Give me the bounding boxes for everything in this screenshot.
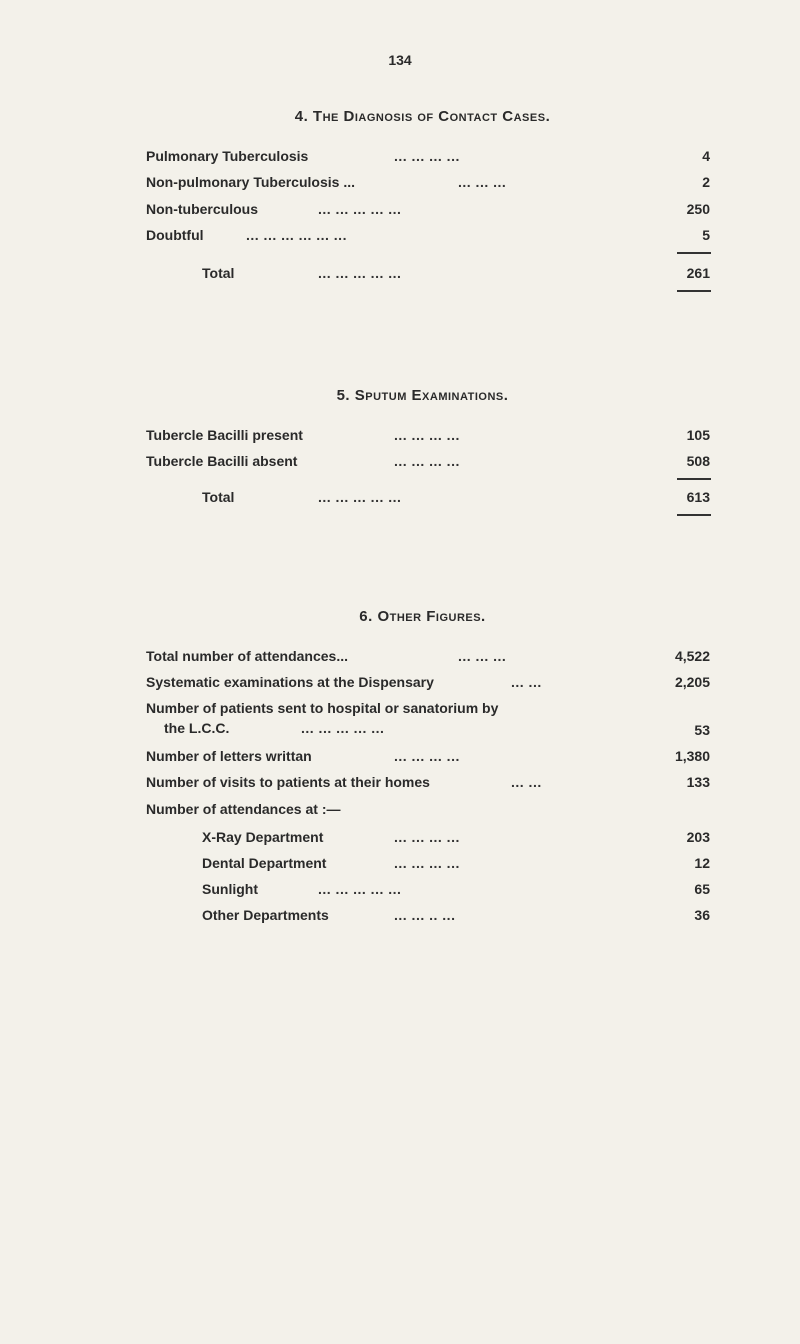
table-row <box>146 671 710 693</box>
row-label: Number of patients sent to hospital or sanatorium by <box>146 700 499 716</box>
total-label: Total <box>202 489 235 505</box>
row-label: Number of letters writtan <box>146 748 312 764</box>
row-label: Systematic examinations at the Dispensary <box>146 674 434 690</box>
table-row <box>146 745 710 767</box>
row-value: 2,205 <box>674 674 710 690</box>
row-value: 53 <box>694 722 710 738</box>
row-value: 12 <box>694 855 710 871</box>
leader-dots: ... ... ... ... <box>394 829 460 845</box>
leader-dots: ... ... ... <box>458 174 507 190</box>
total-rule <box>677 290 711 292</box>
leader-dots: ... ... ... ... <box>394 855 460 871</box>
total-value: 613 <box>686 489 710 505</box>
section-6-title: 6. Other Figures. <box>359 608 486 625</box>
row-value: 203 <box>686 829 710 845</box>
table-row <box>146 198 710 220</box>
leader-dots: ... ... ... ... <box>394 453 460 469</box>
row-value: 2 <box>702 174 710 190</box>
leader-dots: ... ... .. ... <box>394 907 456 923</box>
row-label: Doubtful <box>146 227 204 243</box>
page-number: 134 <box>388 52 412 68</box>
table-row <box>146 878 710 900</box>
table-row <box>146 826 710 848</box>
leader-dots: ... ... ... ... ... ... <box>246 227 347 243</box>
table-row <box>146 450 710 472</box>
total-rule <box>677 514 711 516</box>
row-value: 4,522 <box>674 648 710 664</box>
leader-dots: ... ... ... <box>458 648 507 664</box>
row-value: 4 <box>702 148 710 164</box>
table-row <box>146 852 710 874</box>
row-label: Tubercle Bacilli present <box>146 427 303 443</box>
row-label: Total number of attendances... <box>146 648 348 664</box>
row-value: 250 <box>686 201 710 217</box>
table-row <box>146 224 710 246</box>
row-label: Non-tuberculous <box>146 201 258 217</box>
total-value: 261 <box>686 265 710 281</box>
row-label: Number of attendances at :— <box>146 801 341 817</box>
table-row <box>146 145 710 167</box>
row-value: 36 <box>694 907 710 923</box>
row-label: Other Departments <box>202 907 329 923</box>
row-label: X-Ray Department <box>202 829 324 845</box>
total-row <box>146 262 710 284</box>
leader-dots: ... ... <box>511 774 542 790</box>
section-4-title: 4. The Diagnosis of Contact Cases. <box>294 108 551 125</box>
row-value: 508 <box>686 453 710 469</box>
row-label: Tubercle Bacilli absent <box>146 453 298 469</box>
row-label-continued: the L.C.C. <box>164 720 230 736</box>
leader-dots: ... ... ... ... ... <box>318 201 402 217</box>
row-label: Dental Department <box>202 855 327 871</box>
leader-dots: ... ... <box>511 674 542 690</box>
leader-dots: ... ... ... ... ... <box>301 720 385 736</box>
total-row <box>146 486 710 508</box>
table-row <box>146 798 710 820</box>
row-label: Sunlight <box>202 881 258 897</box>
row-label: Pulmonary Tuberculosis <box>146 148 309 164</box>
table-row <box>146 904 710 926</box>
table-row <box>146 697 710 741</box>
subtotal-rule <box>677 478 711 480</box>
leader-dots: ... ... ... ... ... <box>318 881 402 897</box>
leader-dots: ... ... ... ... <box>394 427 460 443</box>
row-value: 5 <box>702 227 710 243</box>
section-5-title: 5. Sputum Examinations. <box>336 387 509 404</box>
row-value: 1,380 <box>674 748 710 764</box>
total-label: Total <box>202 265 235 281</box>
row-value: 105 <box>686 427 710 443</box>
table-row <box>146 424 710 446</box>
row-label: Non-pulmonary Tuberculosis ... <box>146 174 355 190</box>
row-label: Number of visits to patients at their homes <box>146 774 430 790</box>
leader-dots: ... ... ... ... <box>394 148 460 164</box>
leader-dots: ... ... ... ... ... <box>318 265 402 281</box>
row-value: 65 <box>694 881 710 897</box>
leader-dots: ... ... ... ... <box>394 748 460 764</box>
table-row <box>146 645 710 667</box>
leader-dots: ... ... ... ... ... <box>318 489 402 505</box>
row-value: 133 <box>686 774 710 790</box>
table-row <box>146 771 710 793</box>
subtotal-rule <box>677 252 711 254</box>
table-row <box>146 171 710 193</box>
